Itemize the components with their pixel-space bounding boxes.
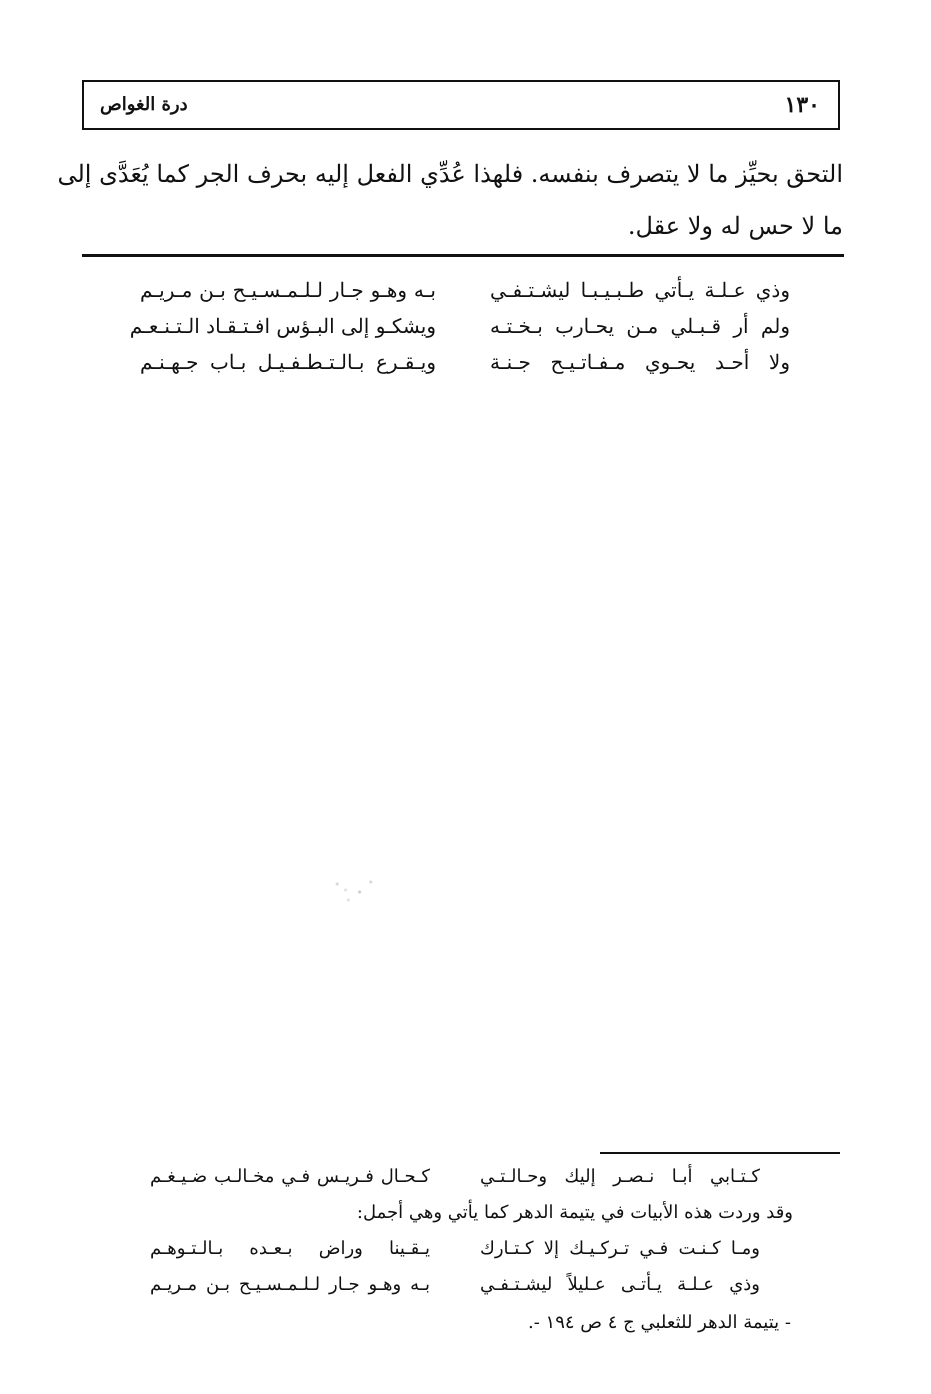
footnote-source: - يتيمة الدهر للثعلبي ج ٤ ص ١٩٤ -. [528, 1312, 791, 1333]
verse-row [130, 278, 790, 312]
footnote-first-hemistich: وذي عـلـة يـأتـى عـليلاً ليشـتـفـي [480, 1274, 760, 1295]
body-text-line-1: التحق بحيِّز ما لا يتصرف بنفسه. فلهذا عُدِّي الفعل إليه بحرف الجر كما يُعَدَّى إلى [57, 160, 843, 188]
running-title: درة الغواص [100, 94, 188, 115]
verse-row [130, 314, 790, 348]
verse-second-hemistich: ويشكـو إلى البـؤس افـتـقـاد الـتـنـعـم [129, 314, 436, 338]
footnote-second-hemistich: كـحـال فـريـس فـي مخـالـب ضـيـغـم [150, 1166, 430, 1187]
verse-first-hemistich: ولا أحـد يحـوي مـفـاتـيـح جـنـة [490, 350, 790, 374]
footnote-verse-row [140, 1166, 790, 1196]
footnote-rule [600, 1152, 840, 1154]
footnote-second-hemistich: بـه وهـو جـار لـلـمـسـيـح بـن مـريـم [150, 1274, 430, 1295]
scan-speck [326, 872, 382, 912]
verse-first-hemistich: ولم أر قـبـلي مـن يحـارب بـخـتـه [490, 314, 790, 338]
section-divider [82, 254, 844, 257]
footnote-verse-row [140, 1238, 790, 1268]
footnote-verse-row [140, 1274, 790, 1304]
verse-first-hemistich: وذي عـلـة يـأتي طـبـيـبـا ليشـتـفـي [490, 278, 790, 302]
body-text-line-2: ما لا حس له ولا عقل. [627, 212, 843, 240]
verse-second-hemistich: ويـقـرع بـالـتـطـفـيـل بـاب جـهـنـم [140, 350, 436, 374]
footnote-first-hemistich: كـتـابي أبـا نـصـر إليك وحـالـتـي [480, 1166, 760, 1187]
footnote-first-hemistich: ومـا كـنـت فـي تـركـيـك إلا كـتـارك [480, 1238, 760, 1259]
verse-row [130, 350, 790, 384]
page-number: ١٣٠ [784, 92, 820, 118]
footnote-note: وقد وردت هذه الأبيات في يتيمة الدهر كما يأتي وهي أجمل: [356, 1202, 793, 1223]
running-header [82, 80, 840, 130]
verse-second-hemistich: بـه وهـو جـار لـلـمـسـيـح بـن مـريـم [140, 278, 436, 302]
footnote-second-hemistich: يـقـينا وراض بـعـده بـالـتـوهـم [150, 1238, 430, 1259]
